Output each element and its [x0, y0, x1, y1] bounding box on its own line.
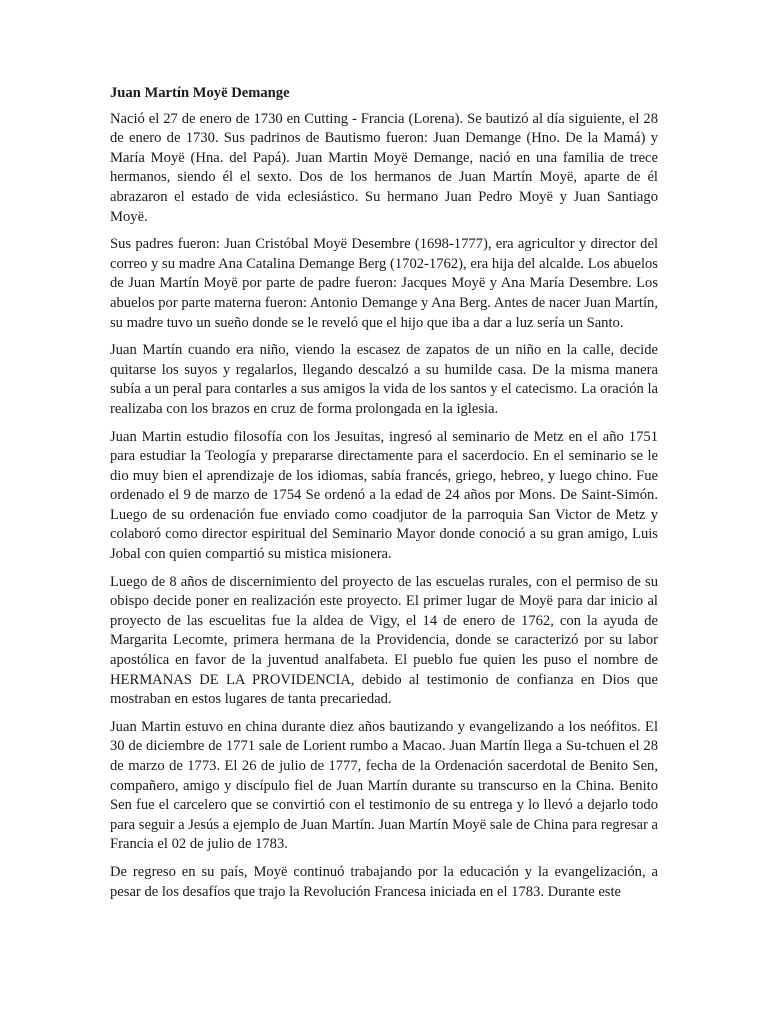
paragraph-schools: Luego de 8 años de discernimiento del proyecto de las escuelas rurales, con el permiso de su obispo decide poner en realización este proyecto. El primer lugar de Moyë para dar inicio al proyecto de las escuelitas fue la aldea de Vigy, el 14 de enero de 1762, con la ayuda de Margarita Lecomte, primera hermana de la Providencia, donde se caracterizó por su labor apostólica en favor de la juventud analfabeta. El pueblo fue quien les puso el nombre de HERMANAS DE LA PROVIDENCIA, debido al testimonio de confianza en Dios que mostraban en estos lugares de tanta precariedad. — [110, 573, 658, 708]
paragraph-china: Juan Martin estuvo en china durante diez años bautizando y evangelizando a los neófitos. El 30 de diciembre de 1771 sale de Lorient rumbo a Macao. Juan Martín llega a Su-tchuen el 28 de marzo de 1773. El 26 de julio de 1777, fecha de la Ordenación sacerdotal de Benito Sen, compañero, amigo y discípulo fiel de Juan Martín durante su transcurso en la China. Benito Sen fue el carcelero que se convirtió con el testimonio de su entrega y lo llevó a dejarlo todo para seguir a Jesús a ejemplo de Juan Martín. Juan Martín Moyë sale de China para regresar a Francia el 02 de julio de 1783. — [110, 718, 658, 853]
paragraph-childhood: Juan Martín cuando era niño, viendo la escasez de zapatos de un niño en la calle, decide quitarse los suyos y regalarlos, llegando descalzó a su humilde casa. De la misma manera subía a un peral para contarles a sus amigos la vida de los santos y el catecismo. La oración la realizaba con los brazos en cruz de forma prolongada en la iglesia. — [110, 342, 658, 417]
document-page — [110, 84, 658, 910]
paragraph-studies: Juan Martin estudio filosofía con los Jesuitas, ingresó al seminario de Metz en el año 1751 para estudiar la Teología y prepararse directamente para el sacerdocio. En el seminario se le dio muy bien el aprendizaje de los idiomas, sabía francés, griego, hebreo, y luego chino. Fue ordenado el 9 de marzo de 1754 Se ordenó a la edad de 24 años por Mons. De Saint-Simón. Luego de su ordenación fue enviado como coadjutor de la parroquia San Victor de Metz y colaboró como director espiritual del Seminario Mayor donde conoció a su gran amigo, Luis Jobal con quien compartió su mistica misionera. — [110, 428, 658, 563]
paragraph-birth: Nació el 27 de enero de 1730 en Cutting - Francia (Lorena). Se bautizó al día siguiente, el 28 de enero de 1730. Sus padrinos de Bautismo fueron: Juan Demange (Hno. De la Mamá) y María Moyë (Hna. del Papá). Juan Martin Moyë Demange, nació en una familia de trece hermanos, siendo él el sexto. Dos de los hermanos de Juan Martín Moyë, aparte de él abrazaron el estado de vida eclesiástico. Su hermano Juan Pedro Moyë y Juan Santiago Moyë. — [110, 110, 658, 225]
paragraph-return: De regreso en su país, Moyë continuó trabajando por la educación y la evangelización, a pesar de los desafíos que trajo la Revolución Francesa iniciada en el 1783. Durante este — [110, 863, 658, 900]
document-title: Juan Martín Moyë Demange — [110, 85, 290, 101]
paragraph-parents: Sus padres fueron: Juan Cristóbal Moyë Desembre (1698-1777), era agricultor y director del correo y su madre Ana Catalina Demange Berg (1702-1762), era hija del alcalde. Los abuelos de Juan Martín Moyë por parte de padre fueron: Jacques Moyë y Ana María Desembre. Los abuelos por parte materna fueron: Antonio Demange y Ana Berg. Antes de nacer Juan Martín, su madre tuvo un sueño donde se le reveló que el hijo que iba a dar a luz sería un Santo. — [110, 236, 658, 331]
